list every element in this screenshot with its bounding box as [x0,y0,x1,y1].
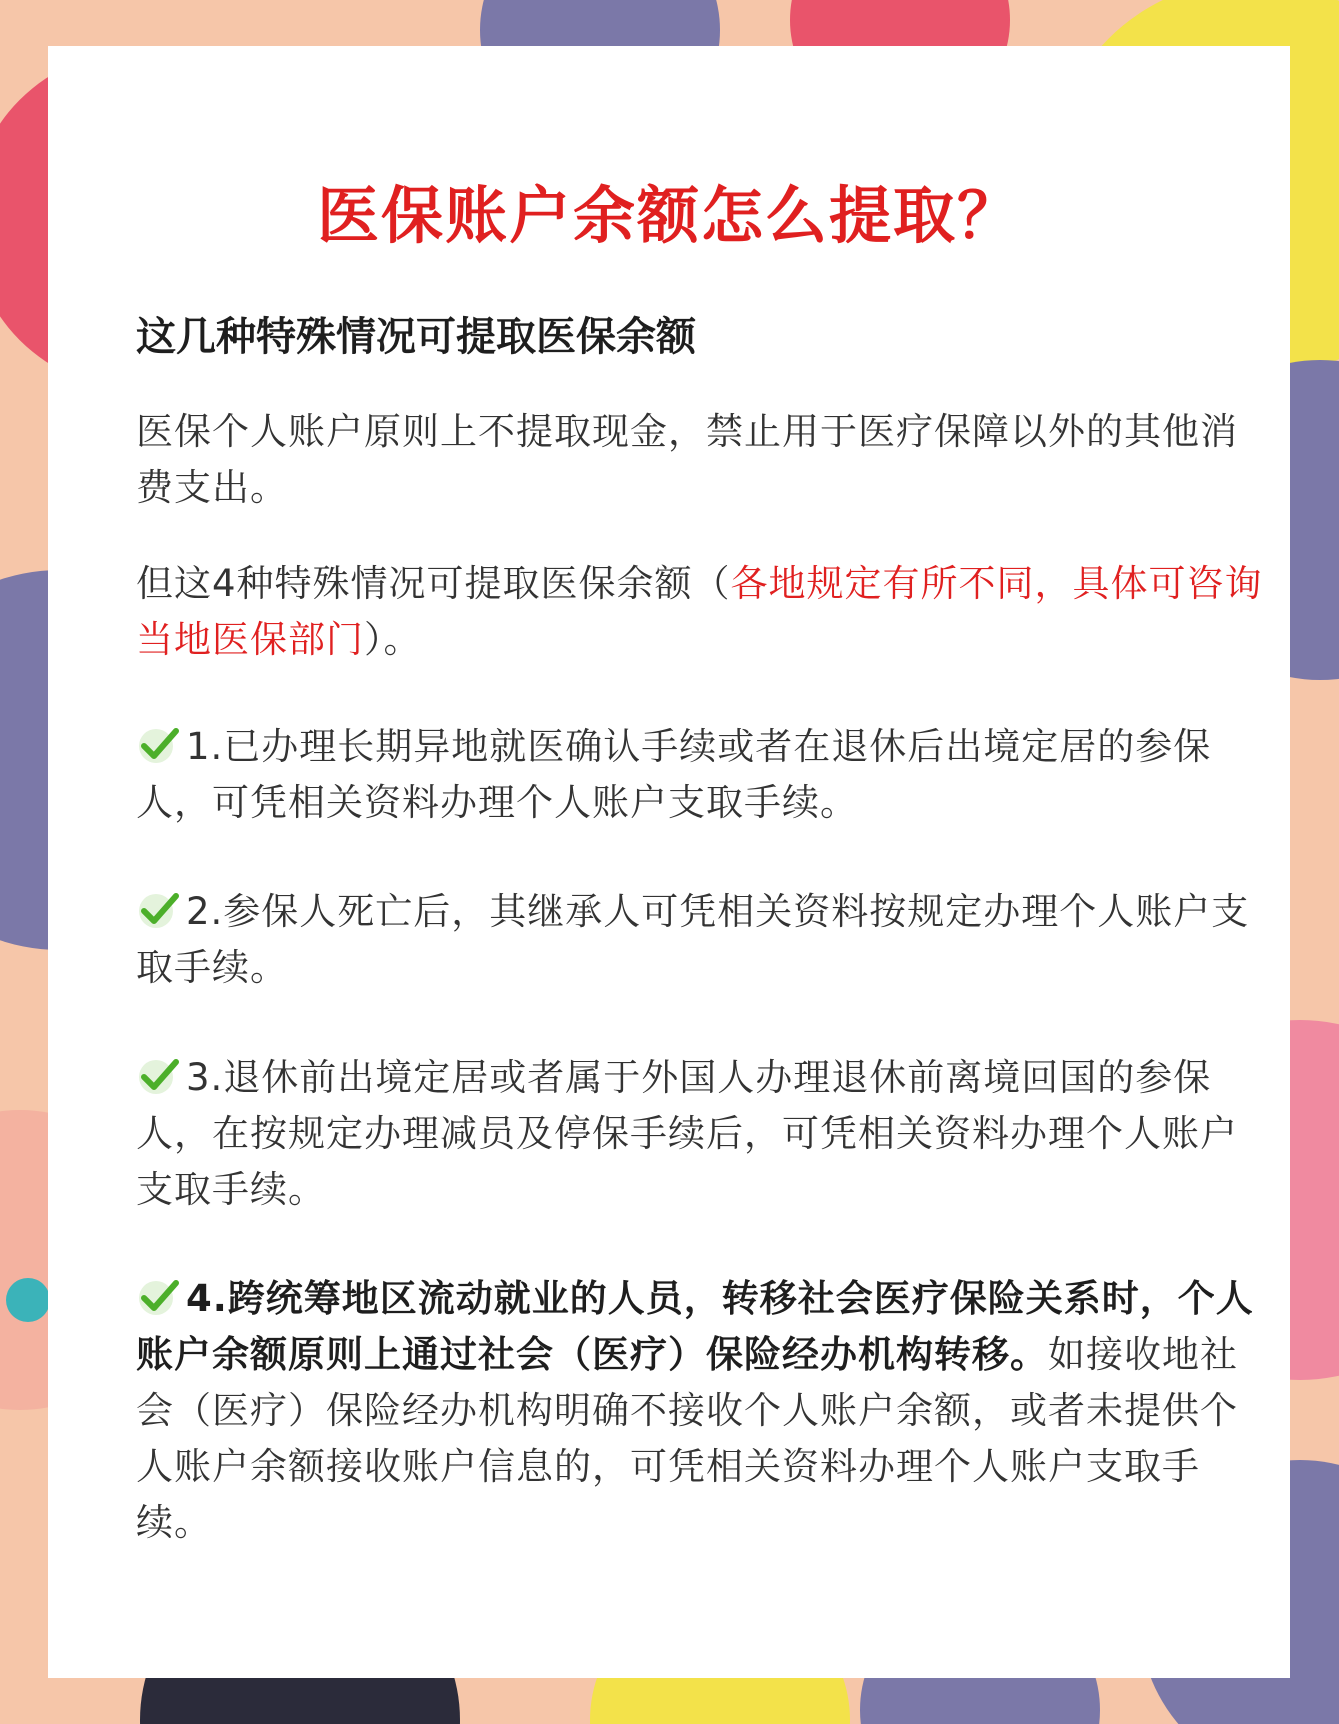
content-card [48,46,1290,1678]
list-item-1-text: 1.已办理长期异地就医确认手续或者在退休后出境定居的参保人，可凭相关资料办理个人账户支取手续。 [136,725,1212,824]
list-item-2-text: 2.参保人死亡后，其继承人可凭相关资料按规定办理个人账户支取手续。 [136,890,1250,989]
special-cases-paragraph [136,556,1266,668]
list-item-3-text: 3.退休前出境定居或者属于外国人办理退休前离境回国的参保人，在按规定办理减员及停保手续后，可凭相关资料办理个人账户支取手续。 [136,1056,1238,1211]
list-item-3 [136,1050,1266,1218]
special-note-text: 各地规定有所不同，具体可咨询当地医保部门 [136,562,1263,661]
check-mark-icon [136,1056,180,1096]
list-item-1 [136,719,1266,831]
check-mark-icon [136,890,180,930]
check-mark-icon [136,725,180,765]
list-item-4 [136,1271,1266,1551]
list-item-4-bold-text: 4.跨统筹地区流动就业的人员，转移社会医疗保险关系时，个人账户余额原则上通过社会（医疗）保险经办机构转移。 [136,1277,1254,1376]
intro-paragraph: 医保个人账户原则上不提取现金，禁止用于医疗保障以外的其他消费支出。 [136,410,1238,509]
list-item-2 [136,884,1266,996]
section-heading: 这几种特殊情况可提取医保余额 [136,314,696,360]
page-title: 医保账户余额怎么提取？ [316,179,1021,252]
special-lead-text: 但这4种特殊情况可提取医保余额（ [136,562,731,605]
check-mark-icon [136,1277,180,1317]
list-item-4-text: 如接收地社会（医疗）保险经办机构明确不接收个人账户余额，或者未提供个人账户余额接收账户信息的，可凭相关资料办理个人账户支取手续。 [136,1333,1238,1544]
special-tail-text: ）。 [364,618,422,661]
